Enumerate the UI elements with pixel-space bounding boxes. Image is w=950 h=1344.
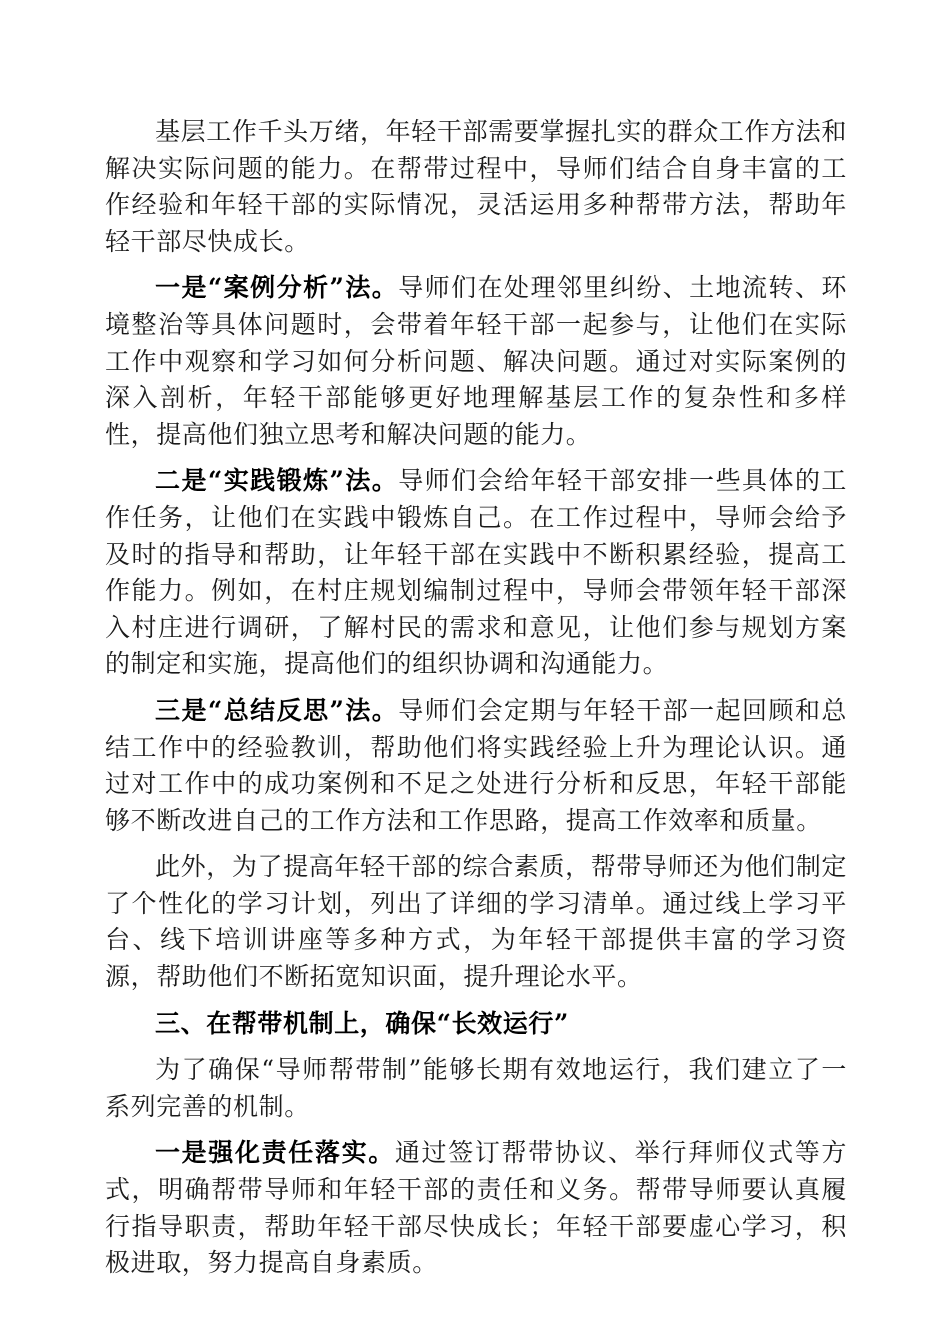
paragraph-text: 此外，为了提高年轻干部的综合素质，帮带导师还为他们制定了个性化的学习计划，列出了详细的学习清单。通过线上学习平台、线下培训讲座等多种方式，为年轻干部提供丰富的学习资源，帮助他们不断拓宽知识面，提升理论水平。 [105, 852, 847, 992]
section-heading: 三、在帮带机制上，确保“长效运行” [155, 1008, 569, 1038]
paragraph-text: 导师们在处理邻里纠纷、土地流转、环境整治等具体问题时，会带着年轻干部一起参与，让他们在实际工作中观察和学习如何分析问题、解决问题。通过对实际案例的深入剖析，年轻干部能够更好地理解基层工作的复杂性和多样性，提高他们独立思考和解决问题的能力。 [105, 273, 847, 449]
paragraph-responsibility [105, 1135, 847, 1281]
paragraph-reflection [105, 693, 847, 839]
paragraph-practice [105, 463, 847, 683]
paragraph-lead: 一是强化责任落实。 [155, 1138, 395, 1168]
paragraph-intro [105, 114, 847, 260]
paragraph-text: 导师们会给年轻干部安排一些具体的工作任务，让他们在实践中锻炼自己。在工作过程中，导师会给予及时的指导和帮助，让年轻干部在实践中不断积累经验，提高工作能力。例如，在村庄规划编制过程中，导师会带领年轻干部深入村庄进行调研，了解村民的需求和意见，让他们参与规划方案的制定和实施，提高他们的组织协调和沟通能力。 [105, 466, 847, 679]
paragraph-text: 导师们会定期与年轻干部一起回顾和总结工作中的经验教训，帮助他们将实践经验上升为理论认识。通过对工作中的成功案例和不足之处进行分析和反思，年轻干部能够不断改进自己的工作方法和工作思路，提高工作效率和质量。 [105, 695, 847, 835]
paragraph-text: 为了确保“导师帮带制”能够长期有效地运行，我们建立了一系列完善的机制。 [105, 1055, 847, 1121]
paragraph-lead: 二是“实践锻炼”法。 [155, 466, 399, 496]
paragraph-lead: 三是“总结反思”法。 [155, 695, 399, 725]
paragraph-text: 基层工作千头万绪，年轻干部需要掌握扎实的群众工作方法和解决实际问题的能力。在帮带过程中，导师们结合自身丰富的工作经验和年轻干部的实际情况，灵活运用多种帮带方法，帮助年轻干部尽快成长。 [105, 117, 847, 256]
paragraph-mechanism-intro [105, 1052, 847, 1125]
paragraph-case-analysis [105, 270, 847, 453]
paragraph-lead: 一是“案例分析”法。 [155, 273, 399, 303]
paragraph-text: 通过签订帮带协议、举行拜师仪式等方式，明确帮带导师和年轻干部的责任和义务。帮带导师要认真履行指导职责，帮助年轻干部尽快成长；年轻干部要虚心学习，积极进取，努力提高自身素质。 [105, 1138, 847, 1278]
paragraph-learning-plan [105, 849, 847, 995]
document-body [105, 114, 847, 1292]
